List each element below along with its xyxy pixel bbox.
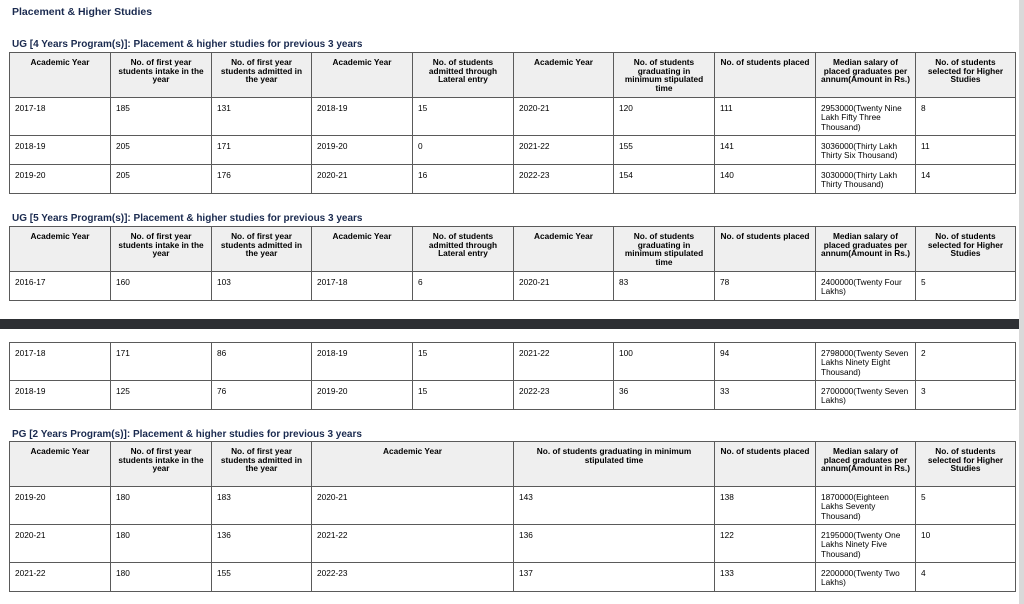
table-cell: 2021-22	[10, 563, 111, 592]
ug5-table-continued	[9, 342, 1016, 410]
table-cell: 2020-21	[10, 525, 111, 563]
table-cell: 78	[715, 272, 816, 301]
table-cell: 154	[614, 165, 715, 194]
table-cell: 160	[111, 272, 212, 301]
col-header: Academic Year	[312, 442, 514, 487]
table-cell: 33	[715, 381, 816, 410]
table-cell: 2019-20	[10, 165, 111, 194]
table-cell: 2020-21	[514, 272, 614, 301]
table-cell: 155	[614, 136, 715, 165]
table-cell: 133	[715, 563, 816, 592]
table-cell: 2020-21	[312, 165, 413, 194]
table-cell: 2017-18	[312, 272, 413, 301]
table-cell: 131	[212, 98, 312, 136]
table-cell: 120	[614, 98, 715, 136]
table-cell: 6	[413, 272, 514, 301]
page-title: Placement & Higher Studies	[12, 6, 153, 18]
table-cell: 2195000(Twenty One Lakhs Ninety Five Thousand)	[816, 525, 916, 563]
table-cell: 2018-19	[312, 98, 413, 136]
table-cell: 180	[111, 487, 212, 525]
table-cell: 205	[111, 136, 212, 165]
col-header: No. of students graduating in minimum stipulated time	[614, 53, 715, 98]
table-cell: 180	[111, 563, 212, 592]
col-header: Academic Year	[10, 442, 111, 487]
table-row	[10, 525, 1016, 563]
table-cell: 2	[916, 343, 1016, 381]
table-cell: 5	[916, 487, 1016, 525]
col-header: No. of students graduating in minimum stipulated time	[614, 227, 715, 272]
table-cell: 2022-23	[514, 165, 614, 194]
table-row	[10, 165, 1016, 194]
col-header: No. of first year students admitted in the year	[212, 53, 312, 98]
table-cell: 155	[212, 563, 312, 592]
table-cell: 122	[715, 525, 816, 563]
table-cell: 185	[111, 98, 212, 136]
col-header: Academic Year	[514, 53, 614, 98]
table-cell: 2020-21	[514, 98, 614, 136]
table-cell: 2021-22	[514, 343, 614, 381]
table-cell: 136	[514, 525, 715, 563]
col-header: No. of students selected for Higher Studies	[916, 227, 1016, 272]
scrollbar-track	[1019, 0, 1024, 604]
table-cell: 76	[212, 381, 312, 410]
table-cell: 2017-18	[10, 98, 111, 136]
table-cell: 180	[111, 525, 212, 563]
table-cell: 3	[916, 381, 1016, 410]
table-cell: 140	[715, 165, 816, 194]
table-cell: 2021-22	[514, 136, 614, 165]
ug4-table	[9, 52, 1016, 194]
col-header: Academic Year	[312, 53, 413, 98]
col-header: No. of students admitted through Lateral entry	[413, 53, 514, 98]
ug5-table	[9, 226, 1016, 301]
col-header: No. of students selected for Higher Studies	[916, 442, 1016, 487]
table-cell: 2700000(Twenty Seven Lakhs)	[816, 381, 916, 410]
table-cell: 11	[916, 136, 1016, 165]
table-cell: 2020-21	[312, 487, 514, 525]
table-cell: 2953000(Twenty Nine Lakh Fifty Three Thousand)	[816, 98, 916, 136]
table-cell: 176	[212, 165, 312, 194]
table-cell: 1870000(Eighteen Lakhs Seventy Thousand)	[816, 487, 916, 525]
table-cell: 171	[111, 343, 212, 381]
table-cell: 205	[111, 165, 212, 194]
col-header: No. of students placed	[715, 227, 816, 272]
table-cell: 0	[413, 136, 514, 165]
table-cell: 2798000(Twenty Seven Lakhs Ninety Eight Thousand)	[816, 343, 916, 381]
col-header: Academic Year	[10, 53, 111, 98]
table-cell: 4	[916, 563, 1016, 592]
table-cell: 143	[514, 487, 715, 525]
ug4-section-title: UG [4 Years Program(s)]: Placement & higher studies for previous 3 years	[12, 39, 363, 50]
col-header: Academic Year	[312, 227, 413, 272]
col-header: Median salary of placed graduates per annum(Amount in Rs.)	[816, 442, 916, 487]
table-header-row	[10, 227, 1016, 272]
table-cell: 3030000(Thirty Lakh Thirty Thousand)	[816, 165, 916, 194]
col-header: Median salary of placed graduates per annum(Amount in Rs.)	[816, 227, 916, 272]
table-cell: 15	[413, 381, 514, 410]
col-header: No. of students placed	[715, 53, 816, 98]
table-cell: 15	[413, 98, 514, 136]
col-header: No. of students selected for Higher Studies	[916, 53, 1016, 98]
table-cell: 16	[413, 165, 514, 194]
table-cell: 138	[715, 487, 816, 525]
table-cell: 3036000(Thirty Lakh Thirty Six Thousand)	[816, 136, 916, 165]
table-cell: 36	[614, 381, 715, 410]
table-cell: 83	[614, 272, 715, 301]
table-cell: 125	[111, 381, 212, 410]
table-cell: 2018-19	[10, 136, 111, 165]
pg2-section-title: PG [2 Years Program(s)]: Placement & higher studies for previous 3 years	[12, 429, 362, 440]
table-cell: 94	[715, 343, 816, 381]
table-cell: 2022-23	[312, 563, 514, 592]
table-cell: 2022-23	[514, 381, 614, 410]
col-header: No. of first year students intake in the year	[111, 227, 212, 272]
table-row	[10, 136, 1016, 165]
col-header: No. of first year students admitted in the year	[212, 442, 312, 487]
table-cell: 2019-20	[312, 136, 413, 165]
col-header: Academic Year	[10, 227, 111, 272]
table-cell: 10	[916, 525, 1016, 563]
table-cell: 8	[916, 98, 1016, 136]
table-row	[10, 563, 1016, 592]
table-cell: 2021-22	[312, 525, 514, 563]
col-header: No. of students admitted through Lateral entry	[413, 227, 514, 272]
table-cell: 171	[212, 136, 312, 165]
col-header: Median salary of placed graduates per annum(Amount in Rs.)	[816, 53, 916, 98]
table-cell: 2016-17	[10, 272, 111, 301]
table-cell: 2018-19	[312, 343, 413, 381]
table-row	[10, 343, 1016, 381]
table-cell: 111	[715, 98, 816, 136]
pg2-table	[9, 441, 1016, 592]
table-cell: 15	[413, 343, 514, 381]
table-cell: 86	[212, 343, 312, 381]
table-cell: 137	[514, 563, 715, 592]
ug5-section-title: UG [5 Years Program(s)]: Placement & higher studies for previous 3 years	[12, 213, 363, 224]
col-header: Academic Year	[514, 227, 614, 272]
table-cell: 2018-19	[10, 381, 111, 410]
table-row	[10, 381, 1016, 410]
table-cell: 103	[212, 272, 312, 301]
table-cell: 2017-18	[10, 343, 111, 381]
table-row	[10, 98, 1016, 136]
col-header: No. of first year students admitted in the year	[212, 227, 312, 272]
table-cell: 2400000(Twenty Four Lakhs)	[816, 272, 916, 301]
col-header: No. of students placed	[715, 442, 816, 487]
table-cell: 141	[715, 136, 816, 165]
table-cell: 14	[916, 165, 1016, 194]
col-header: No. of first year students intake in the year	[111, 53, 212, 98]
col-header: No. of students graduating in minimum stipulated time	[514, 442, 715, 487]
col-header: No. of first year students intake in the year	[111, 442, 212, 487]
table-cell: 5	[916, 272, 1016, 301]
table-cell: 136	[212, 525, 312, 563]
table-header-row	[10, 442, 1016, 487]
table-row	[10, 272, 1016, 301]
table-cell: 100	[614, 343, 715, 381]
page-break-divider	[0, 319, 1024, 329]
table-row	[10, 487, 1016, 525]
table-cell: 2200000(Twenty Two Lakhs)	[816, 563, 916, 592]
table-cell: 2019-20	[312, 381, 413, 410]
table-cell: 2019-20	[10, 487, 111, 525]
table-header-row	[10, 53, 1016, 98]
table-cell: 183	[212, 487, 312, 525]
